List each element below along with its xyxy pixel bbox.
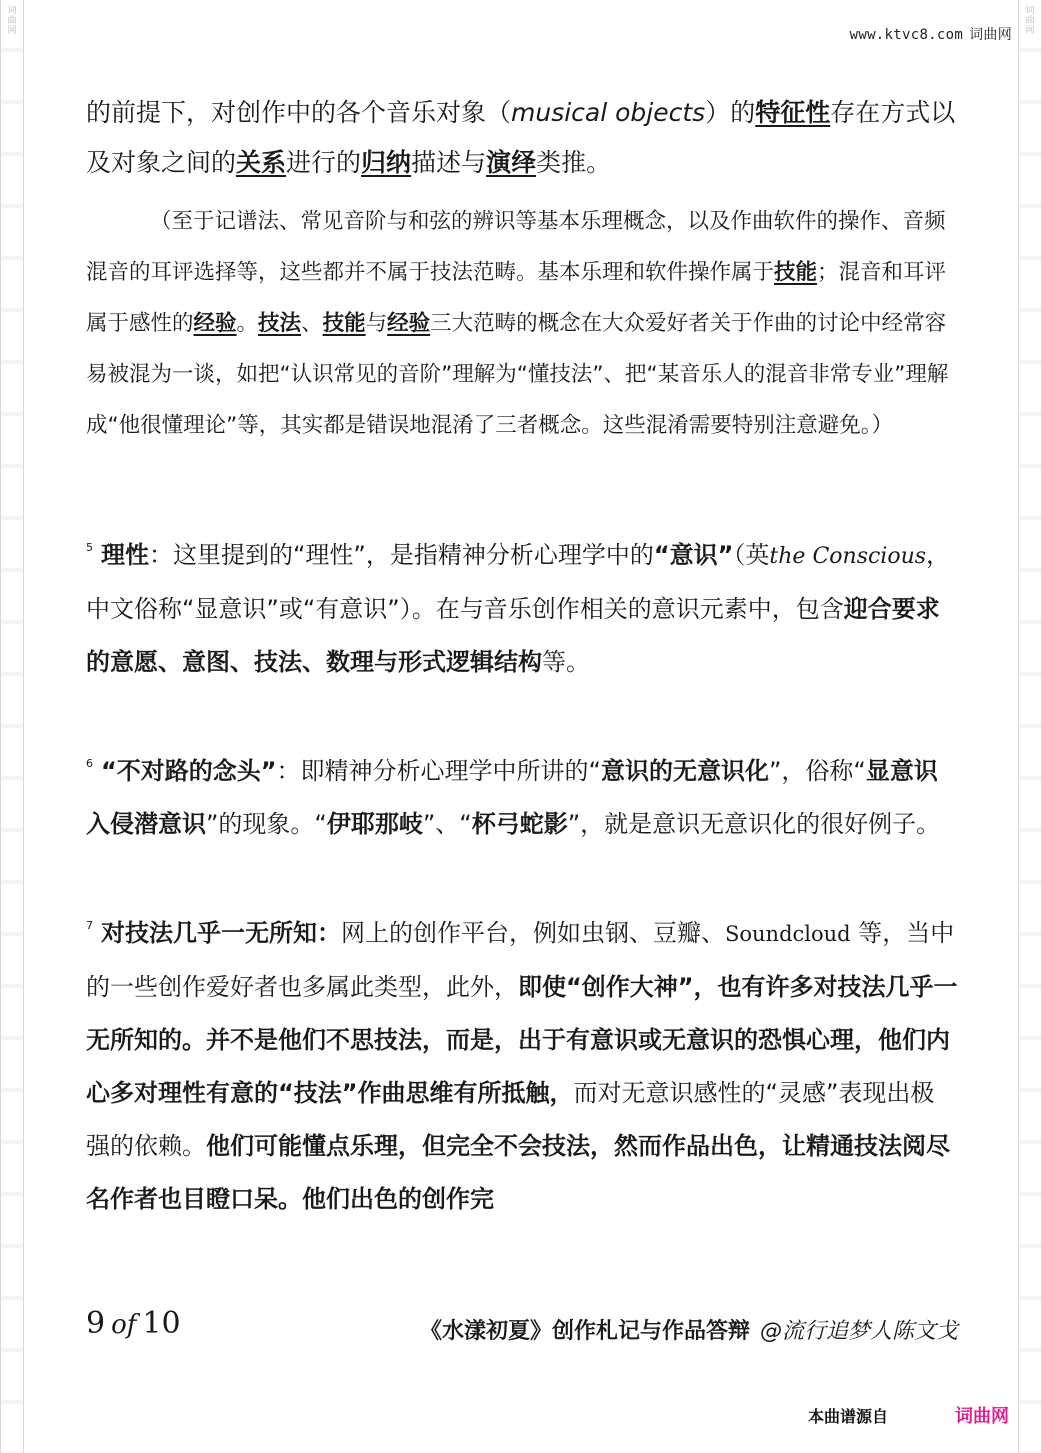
footnote-number: 5 [86,541,93,554]
text-run: ，中文俗称“显意识”或“有意识”）。在与音乐创作相关的意识元素中，包含 [86,541,951,623]
text-run: 。 [236,311,259,336]
header-watermark [850,24,1012,44]
page-footer [86,1306,958,1350]
watermark-char: 网 [7,26,17,36]
text-run-emphasis: 显意识入侵潜意识 [86,757,938,838]
footnote-term: 对技法几乎一无所知： [101,919,341,947]
text-run-emphasis: 特征性 [755,98,831,127]
text-run-italic: the Conscious [769,544,927,569]
text-run-italic: musical objects [511,98,706,127]
text-run: 存在方式以及对象之间的 [86,98,956,177]
text-run: 三大范畴的概念在大众爱好者关于作曲的讨论中经常容易被混为一谈，如把“认识常见的音阶”理解为“懂技法”、把“某音乐人的混音非常专业”理解成“他很懂理论”等，其实都是错误地混淆了三者概念。这些混淆需要特别注意避免。） [86,311,949,438]
text-run: （英 [733,541,770,569]
text-run-emphasis: 杯弓蛇影 [471,810,568,838]
site-url: www.ktvc8.com [849,27,964,43]
text-run-emphasis: 归纳 [361,148,412,177]
left-watermark-text [1,6,23,36]
text-run-emphasis: 关系 [236,148,287,177]
text-run: ”，就是意识无意识化的很好例子。 [567,810,941,838]
text-run: 等。 [542,648,590,676]
text-run-emphasis: 经验 [193,311,237,336]
footnote-term: “不对路的念头” [101,757,277,785]
text-run: （至于记谱法、常见音阶与和弦的辨识等基本乐理概念，以及作曲软件的操作、音频混音的耳评选择等，这些都并不属于技法范畴。基本乐理和软件操作属于 [86,209,946,285]
watermark-char: 曲 [1025,16,1035,26]
watermark-char: 网 [1025,26,1035,36]
text-run-emphasis: 经验 [387,311,431,336]
text-run: 网上的创作平台，例如虫钢、豆瓣、 [341,919,725,947]
watermark-char: 曲 [7,16,17,26]
text-run: ；混音和耳评属于感性的 [86,260,947,336]
source-label: 本曲谱源自 [808,1407,889,1426]
footnote-term: 理性 [101,541,149,569]
text-run-emphasis: 意识的无意识化 [600,757,769,785]
text-run: ：即精神分析心理学中所讲的“ [276,757,601,785]
source-brand: 词曲网 [955,1406,1009,1427]
right-watermark-strip [1018,0,1042,1453]
footnote-number: 6 [86,757,93,770]
text-run: 类推。 [536,148,612,177]
main-paragraph [86,88,958,188]
text-run: ”，俗称“ [768,757,866,785]
left-watermark-strip [0,0,24,1453]
current-page: 9 [86,1306,106,1341]
text-run: 、 [301,311,323,336]
text-run: ”、“ [422,810,472,838]
text-run: ）的 [705,98,756,127]
page-of: of [111,1310,137,1340]
footnote-5 [86,521,958,689]
text-run-emphasis: “意识” [653,541,734,569]
right-watermark-text [1019,6,1041,36]
footnote-6 [86,737,958,851]
text-run-emphasis: 伊耶那岐 [326,810,423,838]
text-run: 而对无意识感性的“灵感”表现出极强的依赖。 [86,1079,935,1160]
text-run-emphasis: 技能 [322,311,366,336]
total-pages: 10 [142,1306,181,1341]
text-run-emphasis: 他们可能懂点乐理，但完全不会技法，然而作品出色，让精通技法阅尽名作者也目瞪口呆。他们出色的创作完 [86,1132,950,1213]
text-run-serif: Soundcloud [725,922,851,946]
text-run-emphasis: 演绎 [486,148,537,177]
watermark-char: 词 [7,6,17,16]
site-brand: 词曲网 [969,27,1012,43]
text-run: 的前提下，对创作中的各个音乐对象（ [86,98,512,127]
text-run: 与 [365,311,388,336]
text-run: ：这里提到的“理性”，是指精神分析心理学中的 [149,541,654,569]
title-text: 《水漾初夏》创作札记与作品答辩 [419,1319,750,1344]
document-title [420,1314,958,1345]
page-body [86,88,958,1226]
footnote-number: 7 [86,919,93,932]
note-paragraph [86,196,958,451]
text-run: 描述与 [411,148,487,177]
watermark-char: 词 [1025,6,1035,16]
text-run-emphasis: 技能 [774,260,818,285]
text-run: ”的现象。“ [206,810,327,838]
text-run-emphasis: 即使“创作大神”，也有许多对技法几乎一无所知的。并不是他们不思技法，而是，出于有意识或无意识的恐惧心理，他们内心多对理性有意的“技法”作曲思维有所抵触， [86,973,958,1107]
text-run-emphasis: 迎合要求的意愿、意图、技法、数理与形式逻辑结构 [86,595,940,676]
text-run-emphasis: 技法 [258,311,302,336]
author-text: @流行追梦人陈文戈 [759,1319,958,1344]
footnote-7 [86,899,958,1226]
text-run: 进行的 [286,148,362,177]
text-run: 等，当中的一些创作爱好者也多属此类型，此外， [86,919,955,1001]
page-number [86,1306,181,1341]
